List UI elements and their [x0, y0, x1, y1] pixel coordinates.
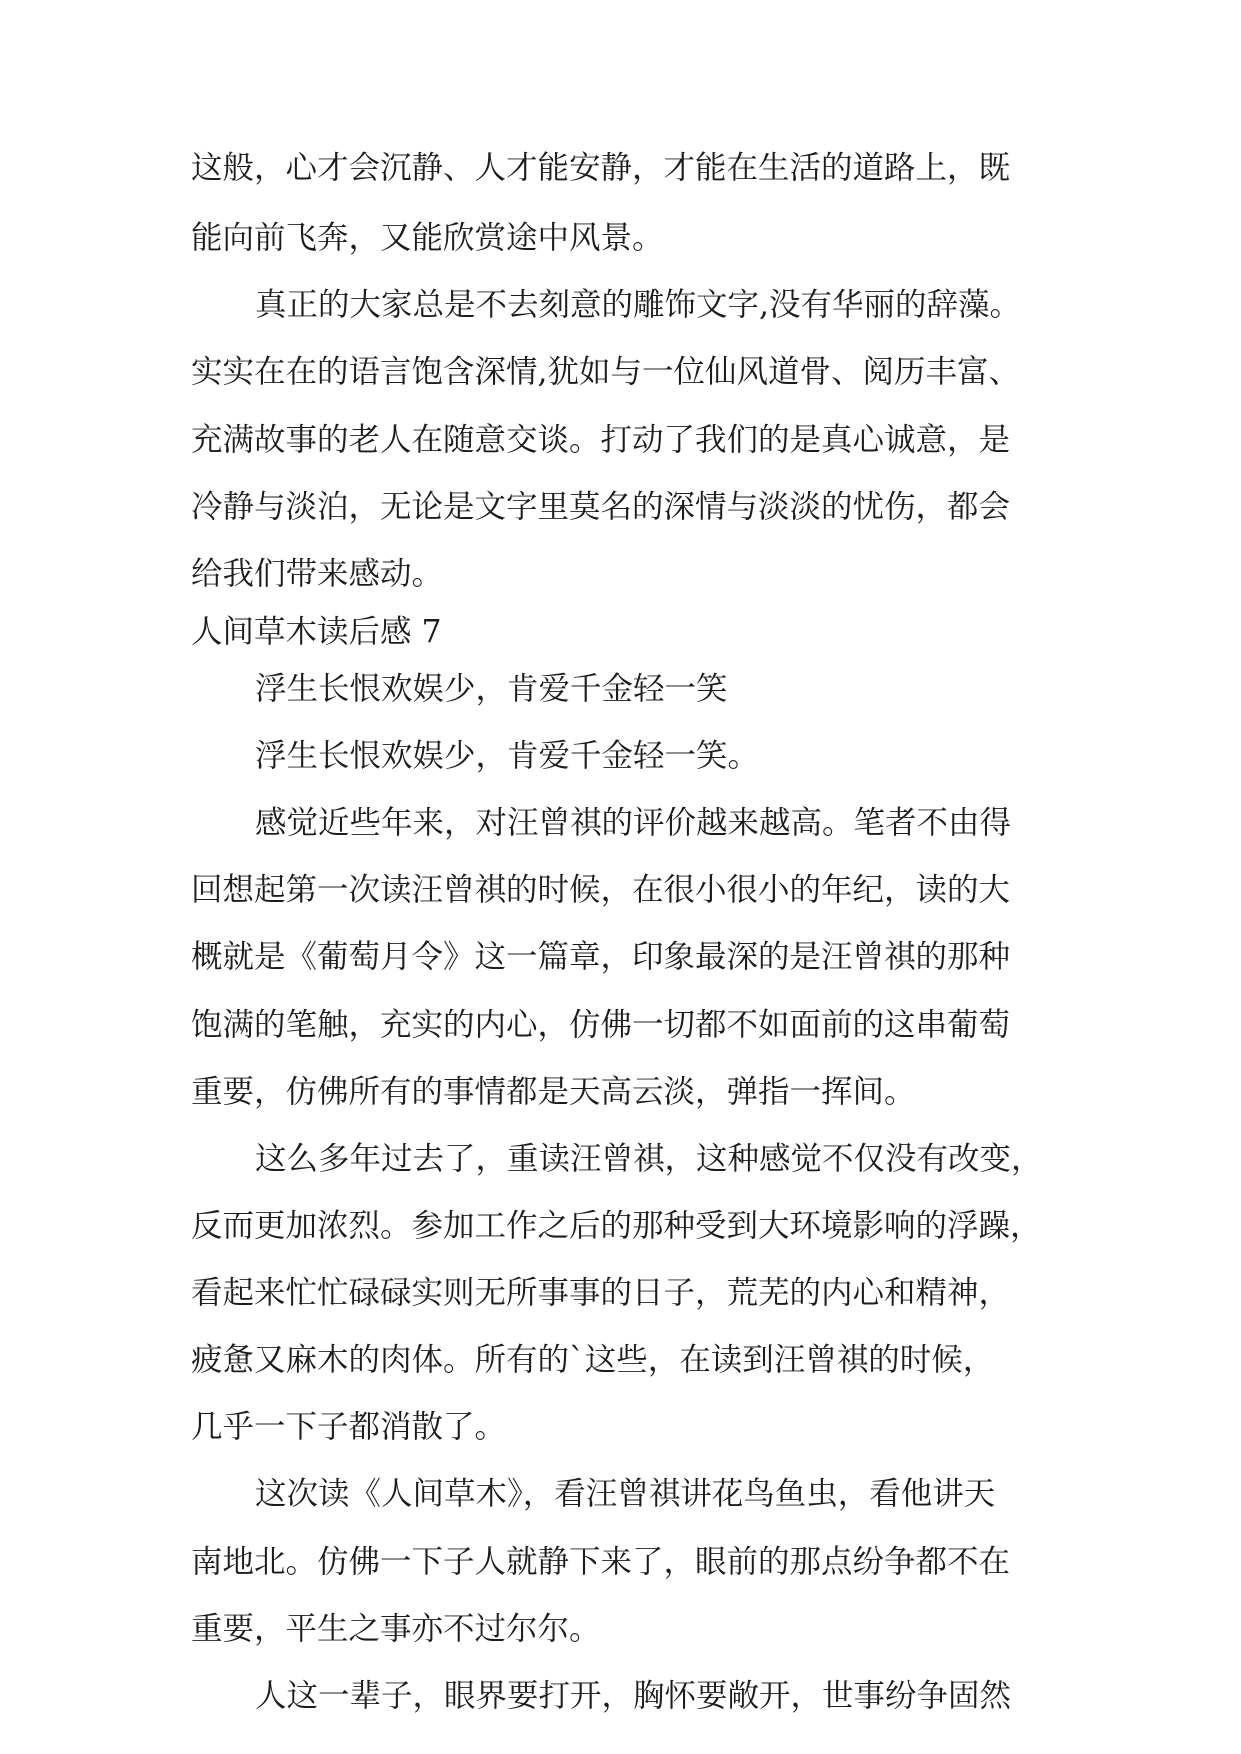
- text-line: 这般，心才会沉静、人才能安静，才能在生活的道路上，既: [191, 150, 1011, 186]
- text-line: 充满故事的老人在随意交谈。打动了我们的是真心诚意，是: [191, 422, 1011, 458]
- text-line: 饱满的笔触，充实的内心，仿佛一切都不如面前的这串葡萄: [191, 1007, 1011, 1043]
- text-line: 实实在在的语言饱含深情,犹如与一位仙风道骨、阅历丰富、: [191, 354, 1021, 390]
- text-line: 给我们带来感动。: [191, 556, 444, 592]
- text-line: 这么多年过去了，重读汪曾祺，这种感觉不仅没有改变，: [255, 1141, 1043, 1177]
- text-line: 看起来忙忙碌碌实则无所事事的日子，荒芜的内心和精神，: [191, 1275, 1011, 1311]
- text-line: 概就是《葡萄月令》这一篇章，印象最深的是汪曾祺的那种: [191, 939, 1011, 975]
- text-line: 冷静与淡泊，无论是文字里莫名的深情与淡淡的忧伤，都会: [191, 489, 1011, 525]
- text-line: 重要，仿佛所有的事情都是天高云淡，弹指一挥间。: [191, 1074, 916, 1110]
- text-line: 疲惫又麻木的肉体。所有的`这些，在读到汪曾祺的时候，: [191, 1342, 995, 1378]
- text-line: 能向前飞奔，又能欣赏途中风景。: [191, 220, 664, 256]
- text-line: 反而更加浓烈。参加工作之后的那种受到大环境影响的浮躁，: [191, 1208, 1042, 1244]
- section-heading: 人间草木读后感 7: [191, 614, 442, 650]
- text-line: 浮生长恨欢娱少，肯爱千金轻一笑: [255, 671, 728, 707]
- text-line: 浮生长恨欢娱少，肯爱千金轻一笑。: [255, 738, 760, 774]
- text-line: 真正的大家总是不去刻意的雕饰文字,没有华丽的辞藻。: [255, 287, 1022, 323]
- text-line: 感觉近些年来，对汪曾祺的评价越来越高。笔者不由得: [255, 805, 1012, 841]
- text-line: 回想起第一次读汪曾祺的时候，在很小很小的年纪，读的大: [191, 872, 1011, 908]
- text-line: 人这一辈子，眼界要打开，胸怀要敞开，世事纷争固然: [255, 1678, 1012, 1714]
- text-line: 重要，平生之事亦不过尔尔。: [191, 1611, 601, 1647]
- text-line: 南地北。仿佛一下子人就静下来了，眼前的那点纷争都不在: [191, 1544, 1011, 1580]
- text-line: 几乎一下子都消散了。: [191, 1409, 507, 1445]
- text-line: 这次读《人间草木》，看汪曾祺讲花鸟鱼虫，看他讲天: [255, 1476, 996, 1512]
